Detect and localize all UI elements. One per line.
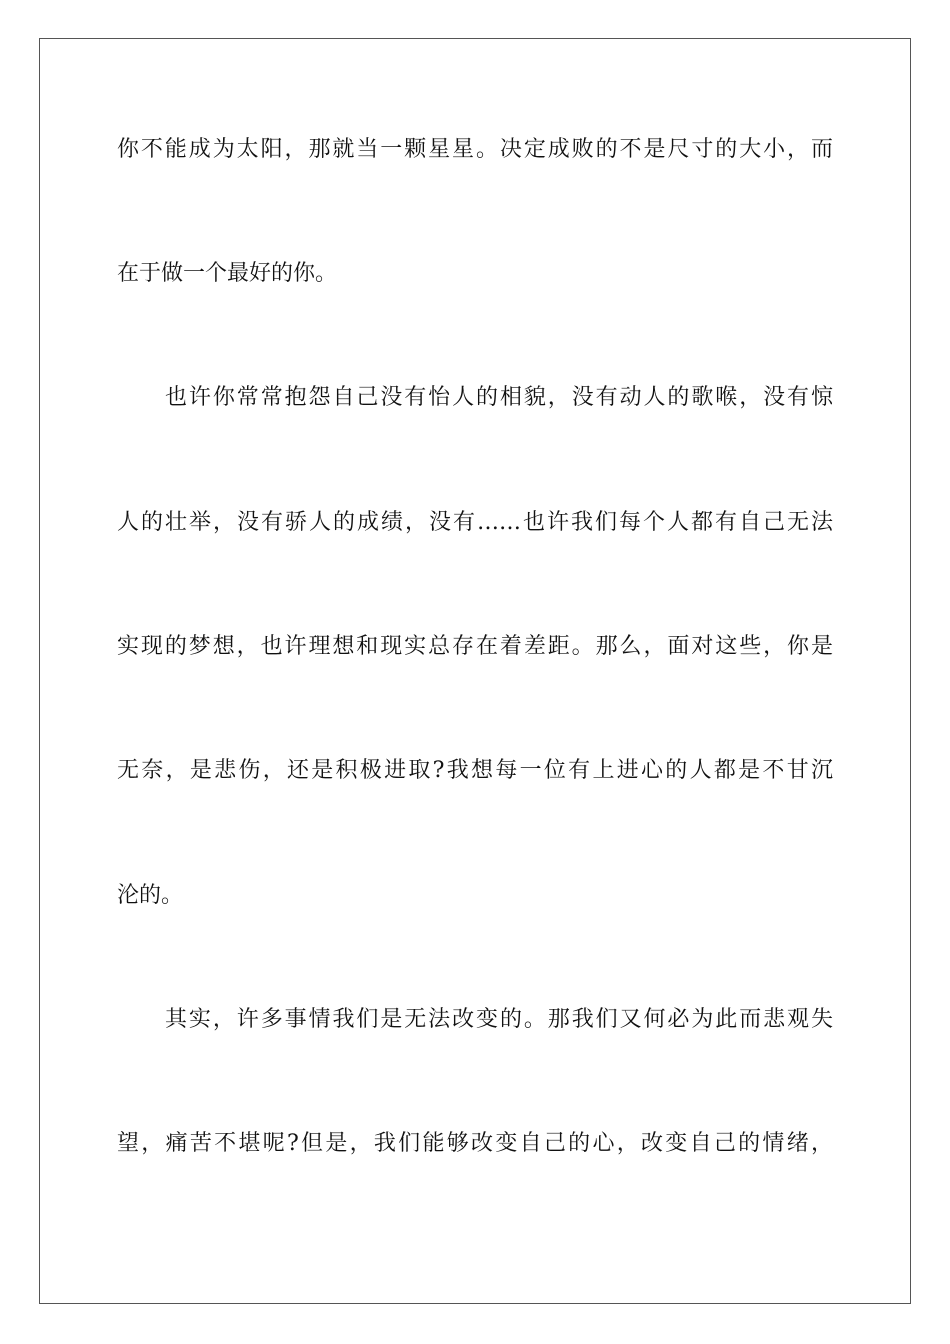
page-frame (39, 38, 911, 1304)
text-line-8: 其实，许多事情我们是无法改变的。那我们又何必为此而悲观失 (165, 1007, 833, 1032)
text-line-3: 也许你常常抱怨自己没有怡人的相貌，没有动人的歌喉，没有惊 (165, 385, 833, 410)
text-line-4: 人的壮举，没有骄人的成绩，没有……也许我们每个人都有自己无法 (117, 510, 833, 535)
text-line-7: 沦的。 (117, 883, 184, 908)
text-line-9: 望，痛苦不堪呢?但是，我们能够改变自己的心，改变自己的情绪， (117, 1131, 833, 1156)
text-line-2: 在于做一个最好的你。 (117, 261, 338, 286)
text-line-1: 你不能成为太阳，那就当一颗星星。决定成败的不是尺寸的大小，而 (117, 137, 833, 162)
text-line-5: 实现的梦想，也许理想和现实总存在着差距。那么，面对这些，你是 (117, 634, 833, 659)
text-line-6: 无奈，是悲伤，还是积极进取?我想每一位有上进心的人都是不甘沉 (117, 758, 833, 783)
